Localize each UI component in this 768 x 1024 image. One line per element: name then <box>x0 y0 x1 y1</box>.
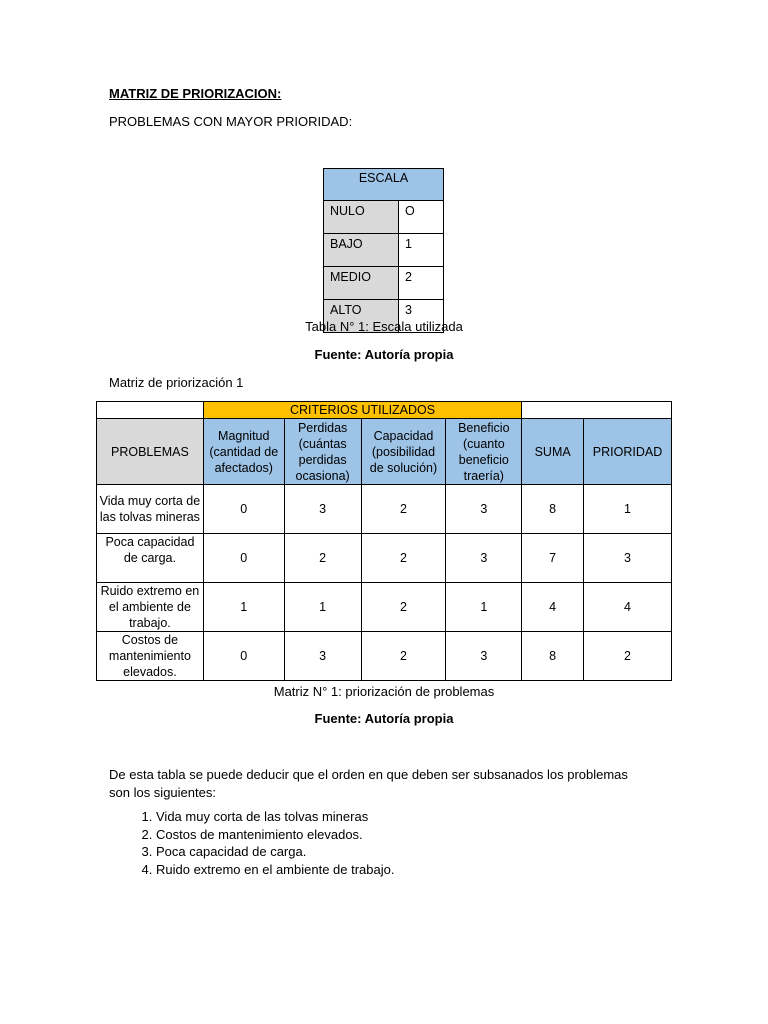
perdidas-cell: 2 <box>284 534 361 583</box>
table-row <box>97 632 672 681</box>
prioridad-cell: 4 <box>584 583 672 632</box>
priority-order-list <box>109 808 394 878</box>
prioridad-cell: 2 <box>584 632 672 681</box>
beneficio-cell: 3 <box>446 534 522 583</box>
beneficio-cell: 3 <box>446 632 522 681</box>
scale-table-source: Fuente: Autoría propia <box>314 347 454 362</box>
matrix-source: Fuente: Autoría propia <box>314 711 454 726</box>
problem-cell: Costos de mantenimiento elevados. <box>97 632 204 681</box>
perdidas-cell: 3 <box>284 485 361 534</box>
scale-label: ALTO <box>324 300 399 333</box>
perdidas-cell: 1 <box>284 583 361 632</box>
magnitud-cell: 1 <box>203 583 284 632</box>
table-row <box>324 201 444 234</box>
suma-cell: 8 <box>522 485 584 534</box>
magnitud-cell: 0 <box>203 485 284 534</box>
column-header-suma: SUMA <box>522 419 584 485</box>
list-item: 3. Poca capacidad de carga. <box>156 843 394 861</box>
column-header-capacidad: Capacidad (posibilidad de solución) <box>361 419 446 485</box>
scale-table-caption: Tabla N° 1: Escala utilizada <box>305 319 463 334</box>
table-row <box>97 583 672 632</box>
suma-cell: 4 <box>522 583 584 632</box>
matrix-caption: Matriz N° 1: priorización de problemas <box>273 684 495 699</box>
magnitud-cell: 0 <box>203 534 284 583</box>
perdidas-cell: 3 <box>284 632 361 681</box>
beneficio-cell: 1 <box>446 583 522 632</box>
list-item: 2. Costos de mantenimiento elevados. <box>156 826 394 844</box>
document-title: MATRIZ DE PRIORIZACION: <box>109 86 282 101</box>
table-row <box>324 267 444 300</box>
capacidad-cell: 2 <box>361 485 446 534</box>
table-row <box>97 534 672 583</box>
capacidad-cell: 2 <box>361 632 446 681</box>
problem-cell: Poca capacidad de carga. <box>97 534 204 583</box>
column-header-beneficio: Beneficio (cuanto beneficio traería) <box>446 419 522 485</box>
problem-cell: Ruido extremo en el ambiente de trabajo. <box>97 583 204 632</box>
column-header-magnitud: Magnitud (cantidad de afectados) <box>203 419 284 485</box>
matrix-label: Matriz de priorización 1 <box>109 375 244 390</box>
scale-value: 3 <box>399 300 444 333</box>
column-header-prioridad: PRIORIDAD <box>584 419 672 485</box>
scale-label: NULO <box>324 201 399 234</box>
capacidad-cell: 2 <box>361 583 446 632</box>
capacidad-cell: 2 <box>361 534 446 583</box>
scale-value: O <box>399 201 444 234</box>
column-header-problemas: PROBLEMAS <box>97 419 204 485</box>
scale-label: BAJO <box>324 234 399 267</box>
scale-label: MEDIO <box>324 267 399 300</box>
empty-cell <box>97 402 204 419</box>
suma-cell: 8 <box>522 632 584 681</box>
document-subtitle: PROBLEMAS CON MAYOR PRIORIDAD: <box>109 114 353 129</box>
problem-cell: Vida muy corta de las tolvas mineras <box>97 485 204 534</box>
table-row <box>324 234 444 267</box>
column-header-perdidas: Perdidas (cuántas perdidas ocasiona) <box>284 419 361 485</box>
scale-table-header: ESCALA <box>324 169 444 201</box>
scale-value: 1 <box>399 234 444 267</box>
prioridad-cell: 3 <box>584 534 672 583</box>
table-row <box>97 485 672 534</box>
list-item: 1. Vida muy corta de las tolvas mineras <box>156 808 394 826</box>
criteria-header: CRITERIOS UTILIZADOS <box>203 402 521 419</box>
scale-table <box>323 168 444 333</box>
suma-cell: 7 <box>522 534 584 583</box>
beneficio-cell: 3 <box>446 485 522 534</box>
priority-matrix-table <box>96 401 672 681</box>
scale-value: 2 <box>399 267 444 300</box>
magnitud-cell: 0 <box>203 632 284 681</box>
empty-cell <box>522 402 672 419</box>
prioridad-cell: 1 <box>584 485 672 534</box>
list-item: 4. Ruido extremo en el ambiente de trabajo. <box>156 861 394 879</box>
conclusion-paragraph: De esta tabla se puede deducir que el orden en que deben ser subsanados los problemas son los siguientes: <box>109 767 628 800</box>
